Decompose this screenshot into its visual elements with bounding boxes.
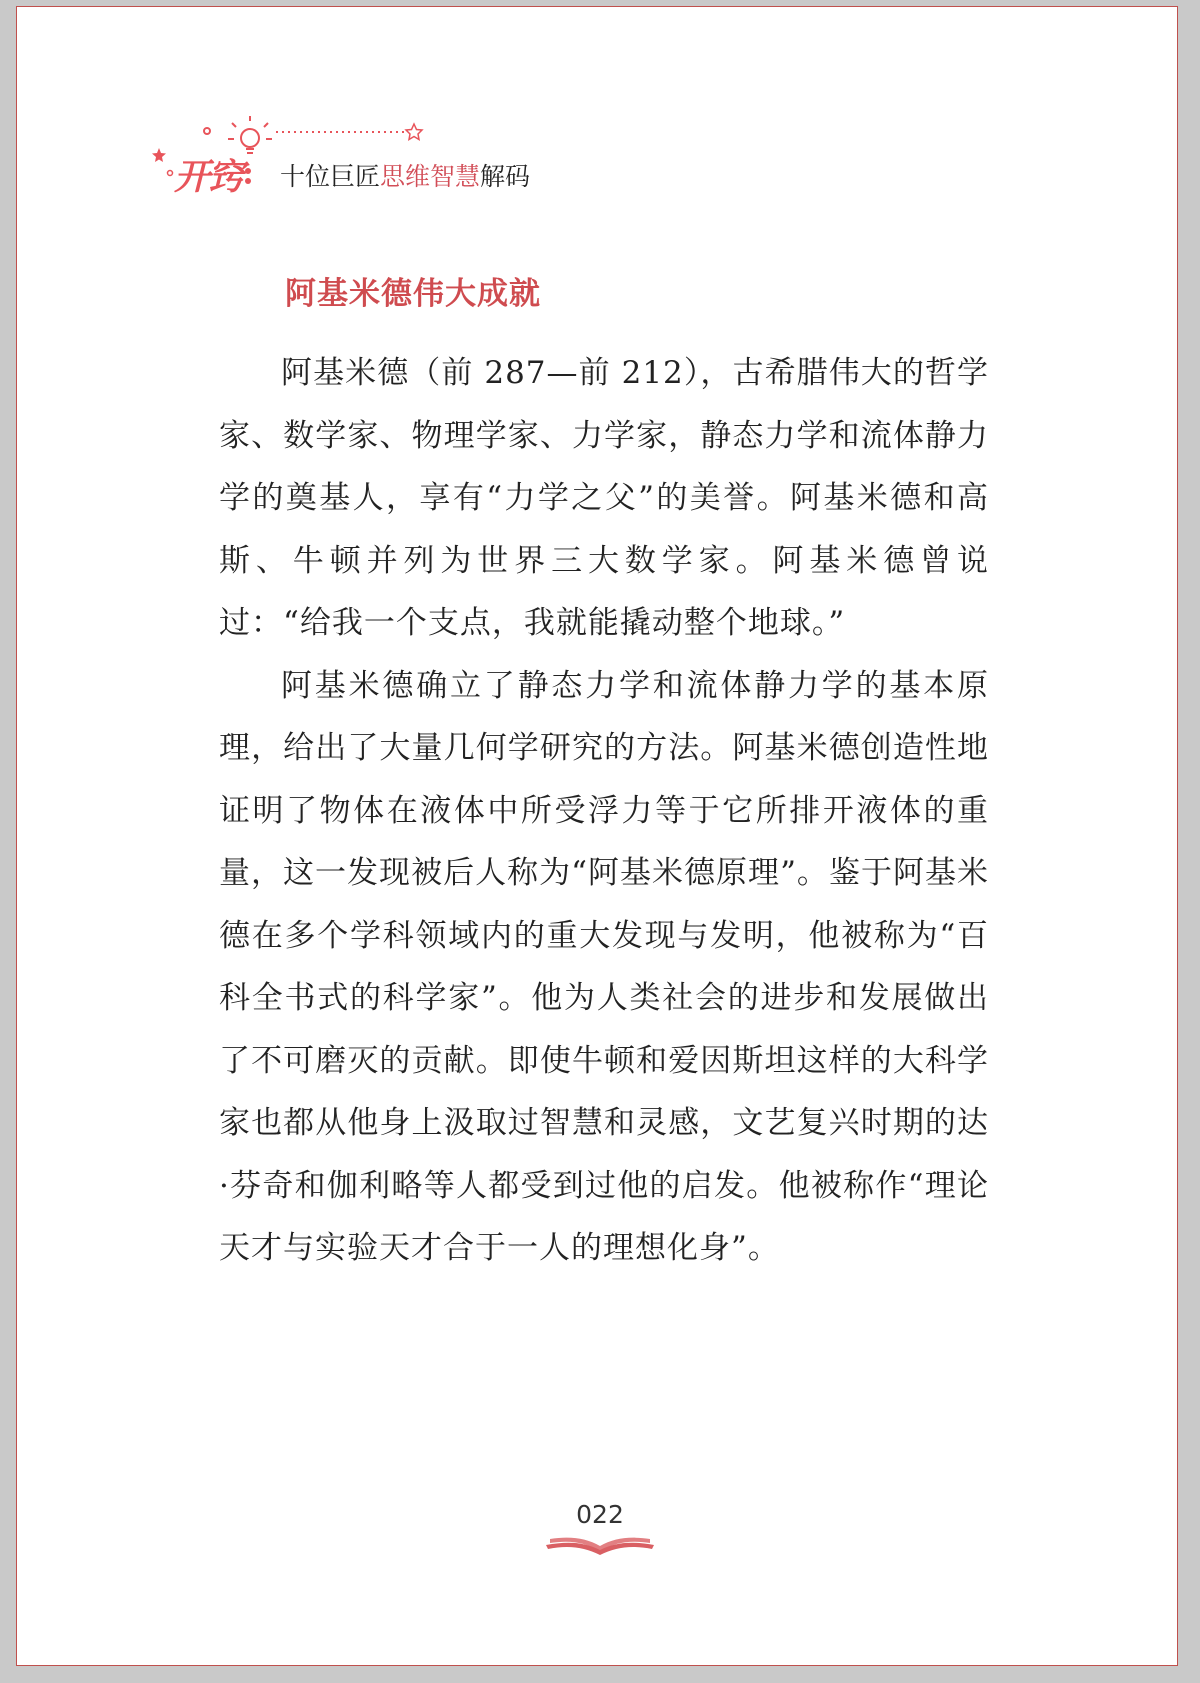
book-header [150, 113, 570, 203]
paragraph: 阿基米德确立了静态力学和流体静力学的基本原理，给出了大量几何学研究的方法。阿基米德创造性地证明了物体在液体中所受浮力等于它所排开液体的重量，这一发现被后人称为“阿基米德原理”。鉴于阿基米德在多个学科领域内的重大发现与发明，他被称为“百科全书式的科学家”。他为人类社会的进步和发展做出了不可磨灭的贡献。即使牛顿和爱因斯坦这样的大科学家也都从他身上汲取过智慧和灵感，文艺复兴时期的达·芬奇和伽利略等人都受到过他的启发。他被称作“理论天才与实验天才合于一人的理想化身”。 [219, 667, 989, 1266]
series-title-part: 十位巨匠 [280, 162, 381, 191]
series-title-accent: 思维智慧 [380, 162, 481, 191]
dot-decoration [245, 168, 251, 174]
open-book-icon [540, 1530, 660, 1560]
series-title-part: 解码 [480, 162, 531, 191]
logo-text: 开窍 [174, 157, 243, 198]
dot-decoration [168, 171, 173, 176]
article-title: 阿基米德伟大成就 [285, 276, 541, 312]
star-icon [152, 148, 166, 162]
lightbulb-icon [204, 116, 272, 153]
paragraph: 阿基米德（前 287—前 212），古希腊伟大的哲学家、数学家、物理学家、力学家，静态力学和流体静力学的奠基人，享有“力学之父”的美誉。阿基米德和高斯、牛顿并列为世界三大数学家。阿基米德曾说过：“给我一个支点，我就能撬动整个地球。” [219, 355, 989, 641]
dot-decoration [245, 178, 251, 184]
page-number: 022 [576, 1500, 624, 1529]
series-title [280, 157, 530, 193]
article-body [219, 342, 989, 1280]
star-icon [406, 124, 422, 140]
